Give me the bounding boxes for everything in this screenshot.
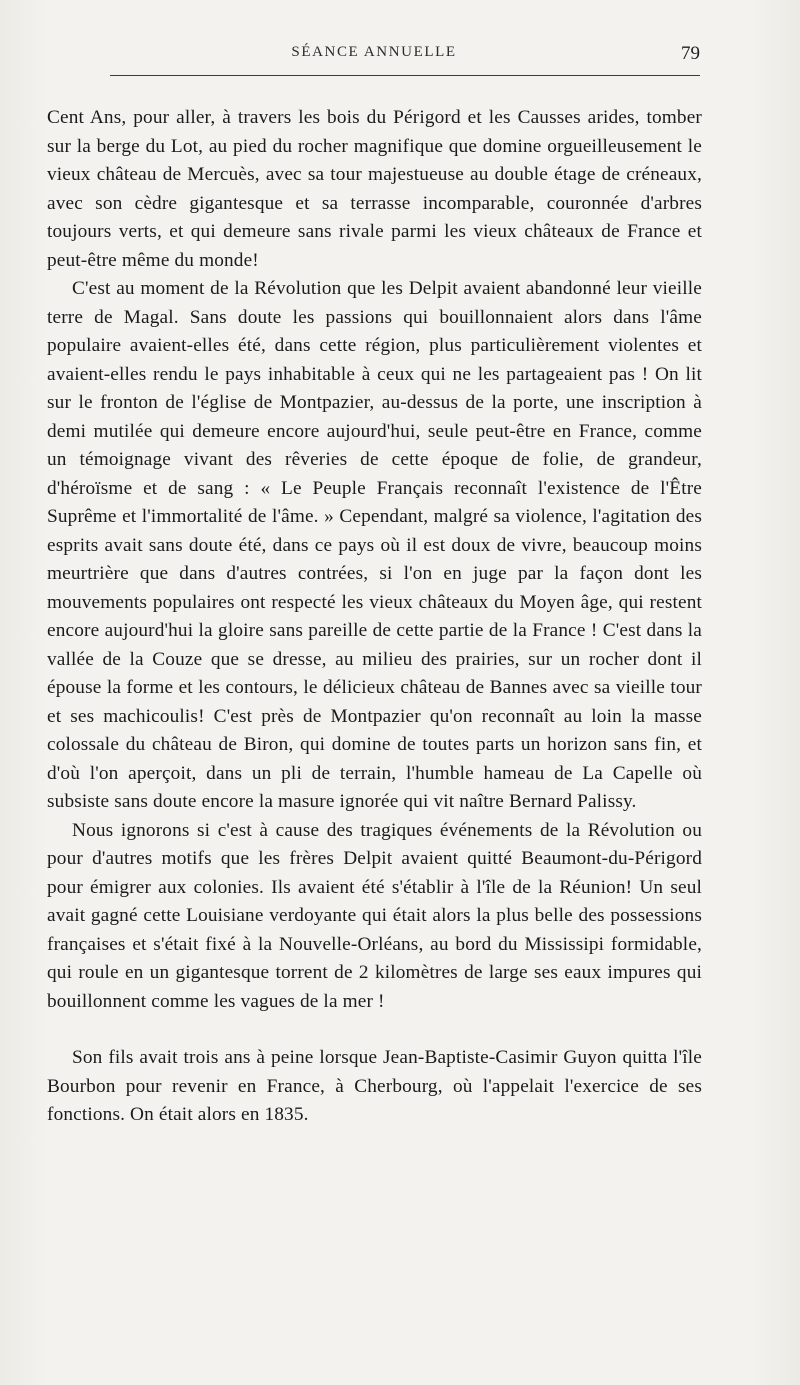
header-rule (110, 75, 700, 76)
paragraph-emigration: Nous ignorons si c'est à cause des tragiques événements de la Révolution ou pour d'autres motifs que les frères Delpit avaient quitté Beaumont-du-Périgord pour émigrer aux colonies. Ils avaient été s'établir à l'île de la Réunion! Un seul avait gagné cette Louisiane verdoyante qui était alors la plus belle des possessions françaises et s'était fixé à la Nouvelle-Orléans, au bord du Mississipi formidable, qui roule en un gigantesque torrent de 2 kilomètres de large ses eaux impures qui bouillonnent comme les vagues de la mer ! (47, 819, 702, 1012)
page-header (48, 44, 700, 76)
paragraph-continuation: Cent Ans, pour aller, à travers les bois du Périgord et les Causses arides, tomber sur la berge du Lot, au pied du rocher magnifique que domine orgueilleusement le vieux château de Mercuès, avec sa tour majestueuse au double étage de créneaux, avec son cèdre gigantesque et sa terrasse incomparable, couronnée d'arbres toujours verts, et qui demeure sans rivale parmi les vieux châteaux de France et peut-être même du monde! (47, 107, 702, 271)
paragraph-cherbourg: Son fils avait trois ans à peine lorsque Jean-Baptiste-Casimir Guyon quitta l'île Bourbon pour revenir en France, à Cherbourg, où l'appelait l'exercice de ses fonctions. On était alors en 1835. (47, 1047, 702, 1125)
page-number: 79 (681, 43, 700, 64)
paragraph-revolution: C'est au moment de la Révolution que les Delpit avaient abandonné leur vieille terre de Magal. Sans doute les passions qui bouillonnaient alors dans l'âme populaire avaient-elles été, dans cette région, plus particulièrement violentes et avaient-elles rendu le pays inhabitable à ceux qui ne les partageaient pas ! On lit sur le fronton de l'église de Montpazier, au-dessus de la porte, une inscription à demi mutilée qui demeure encore aujourd'hui, seule peut-être en France, comme un témoignage vivant des rêveries de cette époque de folie, de grandeur, d'héroïsme et de sang : « Le Peuple Français reconnaît l'existence de l'Être Suprême et l'immortalité de l'âme. » Cependant, malgré sa violence, l'agitation des esprits avait sans doute été, dans ce pays où il est doux de vivre, beaucoup moins meurtrière que dans d'autres contrées, si l'on en juge par la façon dont les mouvements populaires ont respecté les vieux châteaux du Moyen âge, qui restent encore aujourd'hui la gloire sans pareille de cette partie de la France ! C'est dans la vallée de la Couze que se dresse, au milieu des prairies, sur un rocher dont il épouse la forme et les contours, le délicieux château de Bannes avec sa vieille tour et ses machicoulis! C'est près de Montpazier qu'on reconnaît au loin la masse colossale du château de Biron, qui domine de toutes parts un horizon sans fin, et d'où l'on aperçoit, dans un pli de terrain, l'humble hameau de La Capelle où subsiste sans doute encore la masure ignorée qui vit naître Bernard Palissy. (47, 278, 702, 812)
body-text (47, 104, 702, 1130)
running-head: SÉANCE ANNUELLE (291, 44, 457, 60)
